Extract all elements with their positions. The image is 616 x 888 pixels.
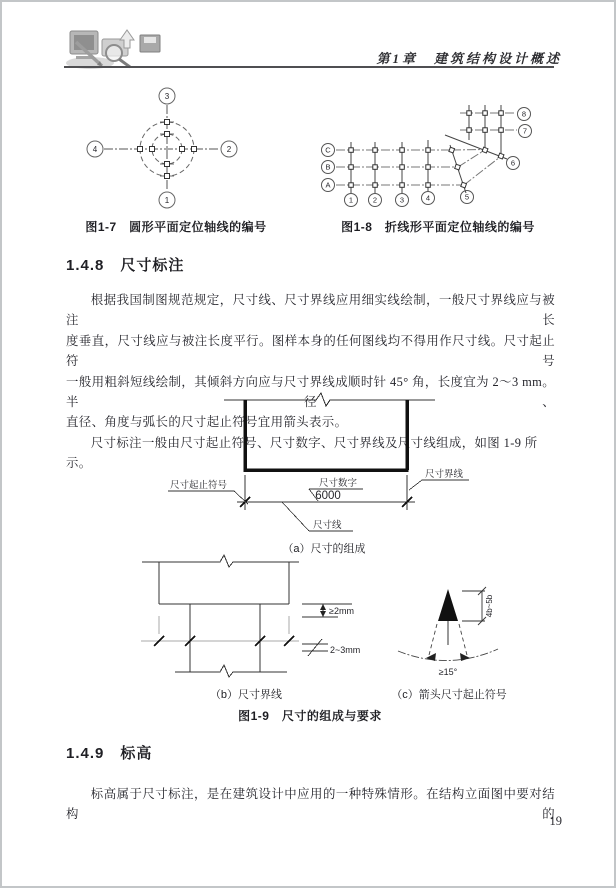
text-line: 根据我国制图规范规定，尺寸线、尺寸界线应用细实线绘制，一般尺寸界线应与被注长 [66, 293, 555, 328]
header-rule [64, 66, 554, 68]
grid-squares [349, 111, 504, 188]
row-label: A [325, 180, 331, 190]
fig-1-9b-extension-line-drawing [132, 552, 372, 684]
text-line: 直径、角度与弧长的尺寸起止符号宜用箭头表示。 [66, 415, 348, 430]
fig-1-9c-caption: （c）箭头尺寸起止符号 [391, 689, 507, 701]
col-label: 6 [510, 158, 516, 168]
label-boundary-line: 尺寸界线 [425, 469, 464, 480]
text-line: 标高属于尺寸标注，是在建筑设计中应用的一种特殊情形。在结构立面图中要对结构的 [66, 787, 555, 822]
axis-label: 2 [226, 145, 232, 154]
text-line: 度垂直，尺寸线应与被注长度平行。图样本身的任何图线均不得用作尺寸线。尺寸起止符号 [66, 333, 555, 369]
gap-top-label: ≥2mm [329, 606, 354, 616]
text-line: 一般用粗斜短线绘制，其倾斜方向应与尺寸界线成顺时针 45° 角，长度宜为 2～3 mm。半径、 [66, 374, 555, 410]
axis-label: 3 [164, 92, 170, 101]
axis-label: 4 [92, 145, 98, 154]
section-heading-149: 1.4.9 标高 [66, 745, 153, 762]
text-line: 尺寸标注一般由尺寸起止符号、尺寸数字、尺寸界线及尺寸线组成，如图 1-9 所示。 [66, 435, 538, 471]
axis-label: 1 [164, 196, 170, 205]
publisher-logo-graphic [64, 26, 182, 70]
col-label: 4 [425, 193, 431, 203]
paragraph-149-1 [66, 784, 555, 825]
axis-bubbles [87, 88, 237, 208]
col-label: 8 [521, 109, 527, 119]
fig-1-9a-caption: （a）尺寸的组成 [282, 543, 366, 555]
page-number: 19 [549, 814, 562, 828]
label-dim-number: 尺寸数字 [319, 478, 358, 489]
height-label: 4b~5b [485, 594, 494, 618]
col-label: 3 [399, 195, 405, 205]
row-label: B [325, 162, 331, 172]
running-head-chapter-title: 第1章 建筑结构设计概述 [376, 51, 562, 66]
row-label: C [325, 145, 331, 155]
col-label: 2 [372, 195, 378, 205]
fig-1-7-circular-plan-drawing [62, 86, 242, 214]
label-dim-line: 尺寸线 [313, 520, 342, 531]
col-label: 7 [522, 126, 528, 136]
fig-1-7-caption: 图1-7 圆形平面定位轴线的编号 [85, 220, 267, 234]
label-start-symbol: 尺寸起止符号 [170, 480, 228, 491]
fig-1-9c-arrow-symbol-drawing [392, 567, 507, 685]
angle-label: ≥15° [438, 667, 458, 677]
arrowhead-triangle [438, 589, 458, 621]
dim-value: 6000 [315, 490, 341, 502]
fig-1-9a-dimension-composition-drawing [132, 392, 492, 552]
col-label: 5 [464, 192, 470, 202]
fig-1-8-caption: 图1-8 折线形平面定位轴线的编号 [341, 220, 535, 234]
fig-1-9-caption: 图1-9 尺寸的组成与要求 [238, 709, 382, 723]
fig-1-9b-caption: （b）尺寸界线 [209, 689, 283, 701]
fig-1-8-folded-plan-drawing [312, 97, 542, 217]
gap-bottom-label: 2~3mm [330, 645, 361, 655]
col-label: 1 [348, 195, 354, 205]
section-heading-148: 1.4.8 尺寸标注 [66, 257, 185, 274]
